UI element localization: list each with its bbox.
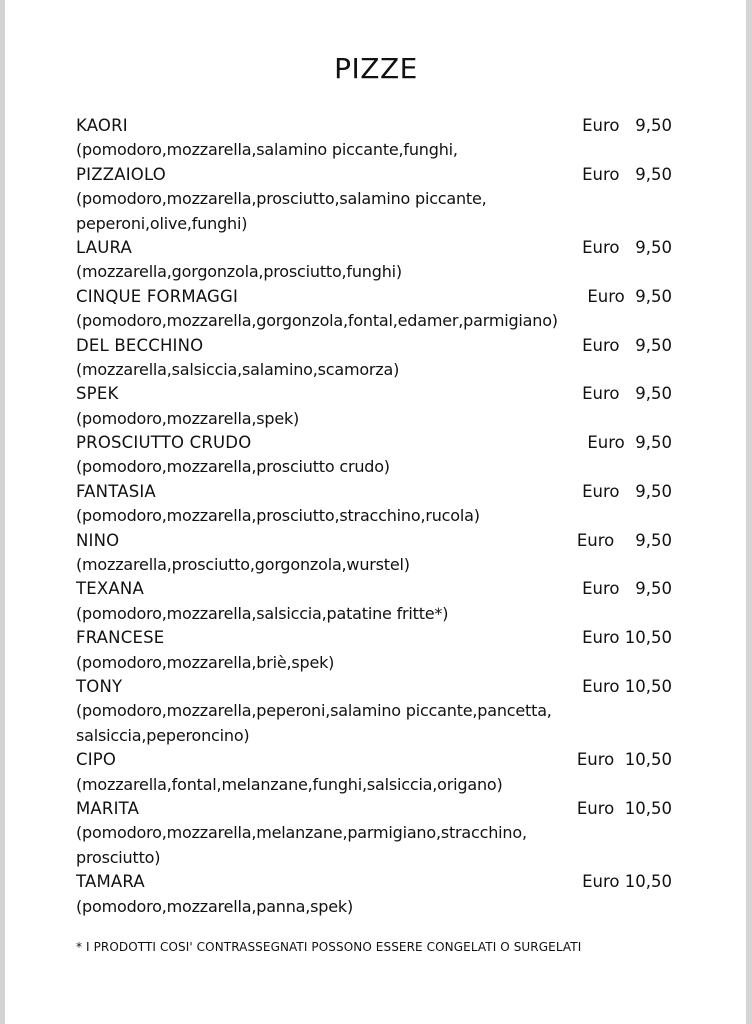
- menu-item: [76, 626, 676, 675]
- menu-item: [76, 675, 676, 748]
- item-ingredients: prosciutto): [76, 847, 161, 867]
- item-price: Euro 9,50: [582, 116, 672, 135]
- item-ingredients: (mozzarella,salsiccia,salamino,scamorza): [76, 359, 400, 379]
- menu-item: [76, 285, 676, 334]
- menu-item: [76, 236, 676, 285]
- menu-item: [76, 382, 676, 431]
- item-ingredients: (pomodoro,mozzarella,prosciutto,salamino piccante,: [76, 189, 487, 209]
- item-ingredients: salsiccia,peperoncino): [76, 725, 250, 745]
- item-name: TONY: [76, 676, 123, 696]
- menu-item: [76, 114, 676, 163]
- item-ingredients: peperoni,olive,funghi): [76, 213, 248, 233]
- item-ingredients: (pomodoro,mozzarella,salamino piccante,funghi,: [76, 140, 458, 160]
- item-name: MARITA: [76, 798, 140, 818]
- item-price: Euro 9,50: [582, 481, 672, 501]
- menu-item: [76, 529, 676, 578]
- menu-item: [76, 870, 676, 919]
- page-title: PIZZE: [334, 52, 418, 85]
- item-price: Euro 10,50: [582, 872, 672, 892]
- item-name: LAURA: [76, 237, 133, 257]
- item-ingredients: (pomodoro,mozzarella,gorgonzola,fontal,edamer,parmigiano): [76, 311, 558, 331]
- menu-item: [76, 163, 676, 236]
- item-ingredients: (pomodoro,mozzarella,spek): [76, 408, 300, 428]
- item-price: Euro 9,50: [587, 433, 672, 453]
- item-name: FANTASIA: [76, 481, 156, 501]
- menu-item: [76, 431, 676, 480]
- item-ingredients: (mozzarella,fontal,melanzane,funghi,salsiccia,origano): [76, 774, 503, 794]
- pizza-menu-list: [76, 114, 676, 919]
- item-name: TEXANA: [76, 579, 144, 599]
- menu-item: [76, 577, 676, 626]
- item-ingredients: (pomodoro,mozzarella,salsiccia,patatine fritte*): [76, 603, 449, 623]
- item-price: Euro 10,50: [582, 676, 672, 696]
- item-price: Euro 9,50: [582, 335, 672, 355]
- frozen-products-footnote: * I PRODOTTI COSI' CONTRASSEGNATI POSSONO ESSERE CONGELATI O SURGELATI: [76, 940, 582, 954]
- item-name: KAORI: [76, 116, 128, 135]
- item-ingredients: (pomodoro,mozzarella,briè,spek): [76, 652, 335, 672]
- item-name: DEL BECCHINO: [76, 335, 204, 355]
- menu-item: [76, 797, 676, 870]
- item-price: Euro 10,50: [576, 798, 672, 818]
- item-name: CINQUE FORMAGGI: [76, 286, 239, 306]
- item-name: PIZZAIOLO: [76, 164, 166, 184]
- item-price: Euro 10,50: [576, 750, 672, 770]
- item-ingredients: (pomodoro,mozzarella,prosciutto,stracchino,rucola): [76, 506, 480, 526]
- item-ingredients: (pomodoro,mozzarella,peperoni,salamino piccante,pancetta,: [76, 701, 552, 721]
- item-ingredients: (mozzarella,gorgonzola,prosciutto,funghi): [76, 262, 402, 282]
- item-name: CIPO: [76, 750, 117, 770]
- item-ingredients: (pomodoro,mozzarella,panna,spek): [76, 896, 354, 916]
- item-ingredients: (pomodoro,mozzarella,prosciutto crudo): [76, 457, 390, 477]
- item-price: Euro 10,50: [582, 628, 672, 648]
- item-price: Euro 9,50: [576, 530, 672, 550]
- menu-item: [76, 748, 676, 797]
- item-name: FRANCESE: [76, 628, 165, 648]
- item-ingredients: (mozzarella,prosciutto,gorgonzola,wurstel): [76, 555, 410, 575]
- item-price: Euro 9,50: [582, 579, 672, 599]
- item-price: Euro 9,50: [582, 384, 672, 404]
- item-name: TAMARA: [76, 872, 145, 892]
- item-name: SPEK: [76, 384, 119, 404]
- item-price: Euro 9,50: [582, 164, 672, 184]
- menu-item: [76, 334, 676, 383]
- item-price: Euro 9,50: [582, 237, 672, 257]
- menu-item: [76, 480, 676, 529]
- item-name: PROSCIUTTO CRUDO: [76, 433, 252, 453]
- item-ingredients: (pomodoro,mozzarella,melanzane,parmigiano,stracchino,: [76, 823, 527, 843]
- item-name: NINO: [76, 530, 120, 550]
- item-price: Euro 9,50: [587, 286, 672, 306]
